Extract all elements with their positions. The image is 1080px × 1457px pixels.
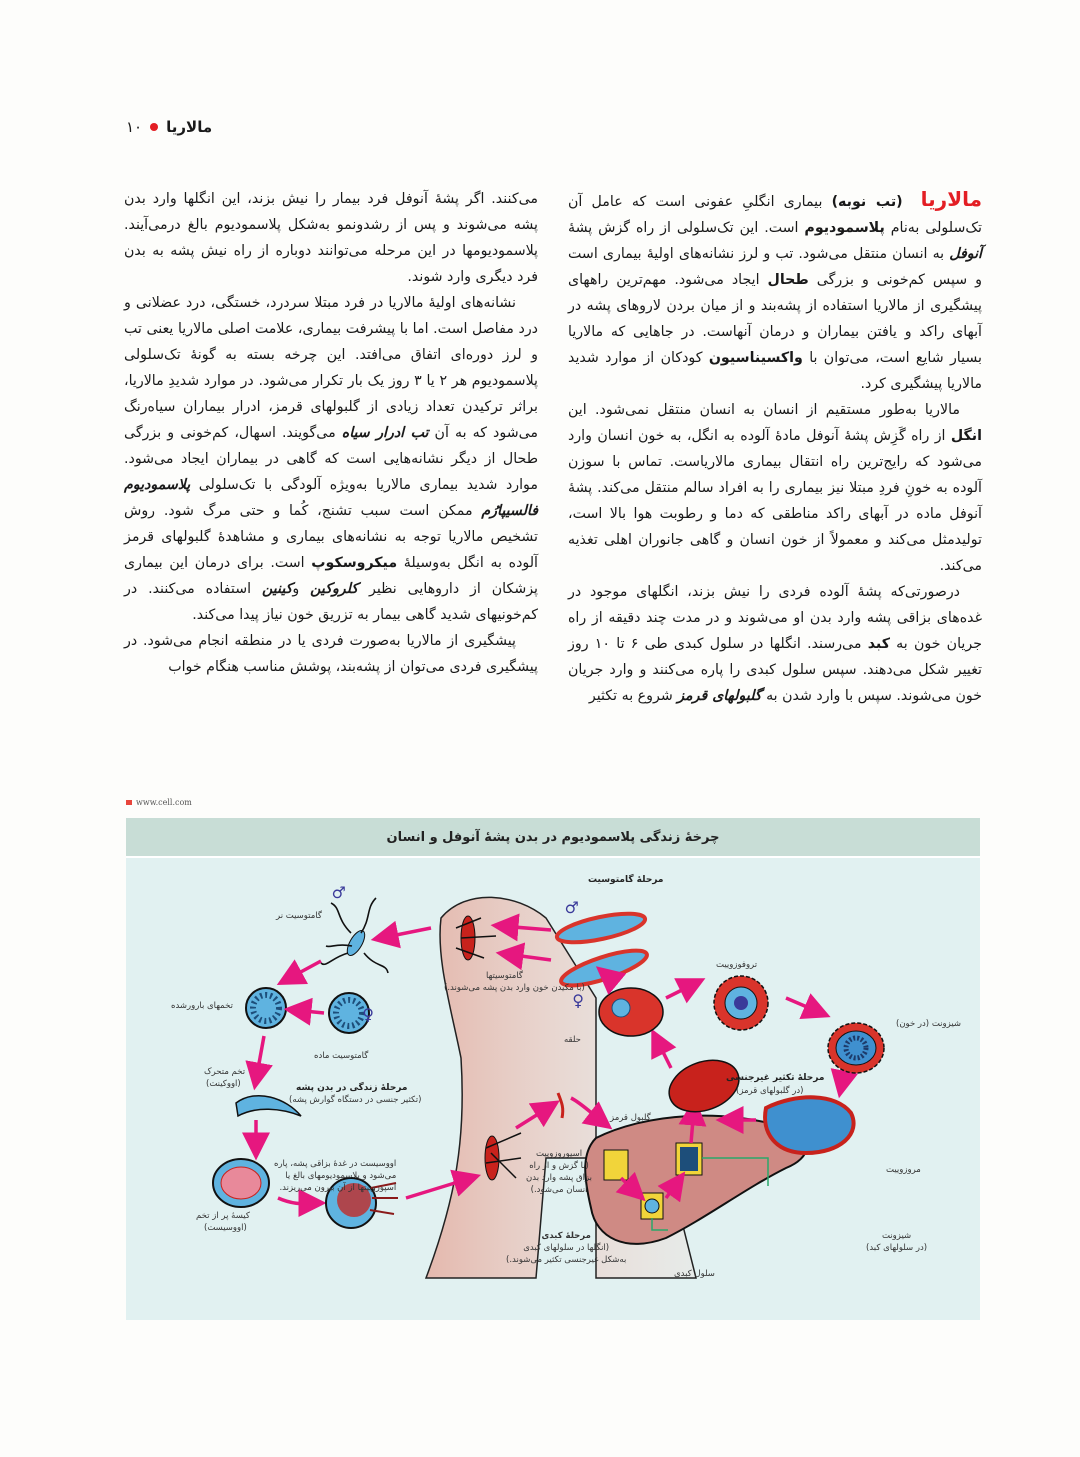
- running-header: [126, 118, 212, 136]
- label-asexual-stage: مرحلهٔ تکثیر غیرجنسی: [726, 1073, 825, 1083]
- chapter-title: مالاریا: [166, 118, 213, 136]
- figure-title: چرخهٔ زندگی پلاسمودیوم در بدن پشهٔ آنوفل و انسان: [126, 818, 980, 858]
- entry-term: مالاریا: [920, 187, 982, 211]
- label-mosquito-stage: مرحلهٔ زندگی در بدن پشه: [296, 1083, 408, 1093]
- svg-text:♂: ♂: [331, 883, 346, 902]
- paragraph-infection: درصورتی‌که پشهٔ آلوده فردی را نیش بزند، انگلهای موجود در غده‌های بزاقی پشه وارد بدن او می‌شوند و در مدت چند دقیقه از راه جریان خون به کبد می‌رسند. انگلها در سلول کبدی طی ۶ تا ۱۰ روز تغییر شکل می‌دهند. سپس سلول کبدی را پاره می‌کنند و وارد جریان خون می‌شوند. سپس با وارد شدن به گلبولهای قرمز شروع به تکثیر: [568, 584, 982, 704]
- paragraph-transmission: مالاریا به‌طور مستقیم از انسان به انسان منتقل نمی‌شود. این انگل از راه گَزِش پشهٔ آنوفل مادهٔ آلوده به انگل، به خون انسان وارد می‌شود که رایج‌ترین راه انتقال بیماری مالاریاست. تماس با سوزن آلوده به خونِ فردِ مبتلا نیز بیماری را به افراد سالم منتقل می‌کند. پشهٔ آنوفل ماده در آبهای راکد مناطقی که دما و رطوبت هوا بالا است، تولیدمثل می‌کند و معمولاً از خون انسان و گاهی جانوران اهلی تغذیه می‌کند.: [568, 402, 982, 574]
- liver-cell-1: [604, 1150, 628, 1180]
- male-gametocyte-flagellated: [321, 898, 388, 973]
- label-red-cell: گلبول قرمز: [610, 1113, 651, 1123]
- label-female-gametocyte: گامتوسیت ماده: [314, 1051, 369, 1061]
- page-number: ۱۰: [126, 118, 143, 136]
- credit-mark-icon: [126, 800, 132, 805]
- red-blood-cell: [662, 1051, 746, 1121]
- label-liver-stage: مرحلهٔ کبدی (انگلها در سلولهای کبدی به‌شکل غیرجنسی تکثیر می‌شوند.): [506, 1231, 627, 1265]
- label-oocyst: کیسهٔ پر از تخم: [196, 1211, 250, 1221]
- ring-stage-cell: [599, 988, 663, 1036]
- label-oocyst-note: (اووسیست): [204, 1223, 247, 1233]
- svg-text:♂: ♂: [564, 898, 579, 917]
- label-gametocytes-note: (با مکیدن خون وارد بدن پشه می‌شوند.): [444, 983, 585, 993]
- label-trophozoite: تروفوزوییت: [716, 960, 758, 970]
- bullet-dot-icon: [150, 123, 158, 131]
- image-credit: www.cell.com: [126, 798, 192, 807]
- label-schizont-blood: شیزونت (در خون): [896, 1019, 962, 1029]
- label-merozoite: مروزوییت: [886, 1165, 921, 1175]
- label-liver-cell: سلول کبدی: [674, 1269, 715, 1279]
- svg-text:♀: ♀: [362, 1005, 374, 1024]
- right-column: [568, 186, 982, 709]
- left-column: [124, 186, 538, 680]
- paragraph-symptoms: نشانه‌های اولیهٔ مالاریا در فرد مبتلا سردرد، خستگی، درد عضلانی و درد مفاصل است. اما با پیشرفت بیماری، علامت اصلی مالاریا یعنی تب و لرز دوره‌ای اتفاق می‌افتد. این چرخه بسته به گونهٔ تک‌سلولی پلاسمودیوم هر ۲ یا ۳ روز یک بار تکرار می‌شود. در موارد شدیدِ مالاریا، براثر ترکیدن تعداد زیادی از گلبولهای قرمز، ادرار بیماران سیاه‌رنگ می‌شود که به آن تب ادرار سیاه می‌گویند. اسهال، کم‌خونی و بزرگی طحال از دیگر نشانه‌هایی است که گاهی در بیماران ایجاد می‌شود. موارد شدید بیماری مالاریا به‌ویژه آلودگی با تک‌سلولی پلاسمودیوم فالسیپارُم ممکن است سبب تشنج، کُما و حتی مرگ شود. روش تشخیص مالاریا توجه به نشانه‌های بیماری و مشاهدهٔ گلبولهای قرمز آلوده به انگل به‌وسیلهٔ میکروسکوپ است. برای درمان این بیماری پزشکان از داروهایی نظیر کلروکین وکینین استفاده می‌کنند. در کم‌خونیهای شدید گاهی بیمار به تزریق خون نیاز پیدا می‌کند.: [124, 295, 539, 623]
- label-gametocytes: گامتوسیتها: [486, 971, 523, 981]
- svg-text:♀: ♀: [572, 991, 584, 1010]
- lifecycle-figure: [126, 818, 980, 1320]
- label-ring: حلقه: [564, 1035, 581, 1045]
- paragraph-definition: مالاریا(تب نوبه) بیماری انگلیِ عفونی است که عامل آن تک‌سلولی به‌نام پلاسمودیوم است. این تک‌سلولی از راه گزش پشهٔ آنوفل به انسان منتقل می‌شود. تب و لرز نشانه‌های اولیهٔ بیماری است و سپس کم‌خونی و بزرگی طحال ایجاد می‌شود. مهم‌ترین راههای پیشگیری از مالاریا استفاده از پشه‌بند و از میان بردن لاروهای پشه در آبهای راکد و یافتن بیماران و درمان آنهاست. در جاهایی که مالاریا بسیار شایع است، می‌توان با واکسیناسیون کودکان از موارد شدید مالاریا پیشگیری کرد.: [568, 187, 983, 392]
- label-oocyst-burst: اووسیست در غدهٔ بزاقی پشه، پاره می‌شود و پلاسمودیومهای بالغ یا اسپوزوییتها از آن بیرون می‌ریزند.: [274, 1159, 397, 1193]
- label-male-gametocyte: گامتوسیت نر: [276, 911, 322, 921]
- label-gametocyte-stage: مرحلهٔ گامتوسیت: [588, 875, 664, 885]
- paragraph-continuation: می‌کنند. اگر پشهٔ آنوفل فرد بیمار را نیش بزند، این انگلها وارد بدن پشه می‌شوند و پس از رشدونمو به‌شکل پلاسمودیوم بالغ درمی‌آیند. پلاسمودیومها در این مرحله می‌توانند دوباره از راه نیش پشه به بدن فرد دیگری وارد شوند.: [124, 191, 538, 285]
- label-ookinete: (اووکینت): [206, 1079, 241, 1089]
- label-sporozoite: اسپوروزوییت (با گزش و از راه بزاق پشه وارد بدن انسان می‌شود.): [526, 1149, 593, 1195]
- label-motile-egg: تخم متحرک: [204, 1067, 246, 1077]
- label-fertilized-eggs: تخمهای بارورشده: [171, 1001, 233, 1011]
- merozoite-burst-cell: [765, 1097, 854, 1153]
- label-asexual-stage-note: (در گلبولهای قرمز): [736, 1086, 804, 1096]
- label-schizont-liver: شیزونت (در سلولهای کبد): [866, 1231, 928, 1253]
- paragraph-prevention: پیشگیری از مالاریا به‌صورت فردی یا در منطقه انجام می‌شود. در پیشگیری فردی می‌توان از پشه‌بند، پوشش مناسب هنگام خواب: [124, 633, 538, 675]
- label-mosquito-stage-note: (تکثیر جنسی در دستگاه گوارش پشه): [289, 1095, 422, 1105]
